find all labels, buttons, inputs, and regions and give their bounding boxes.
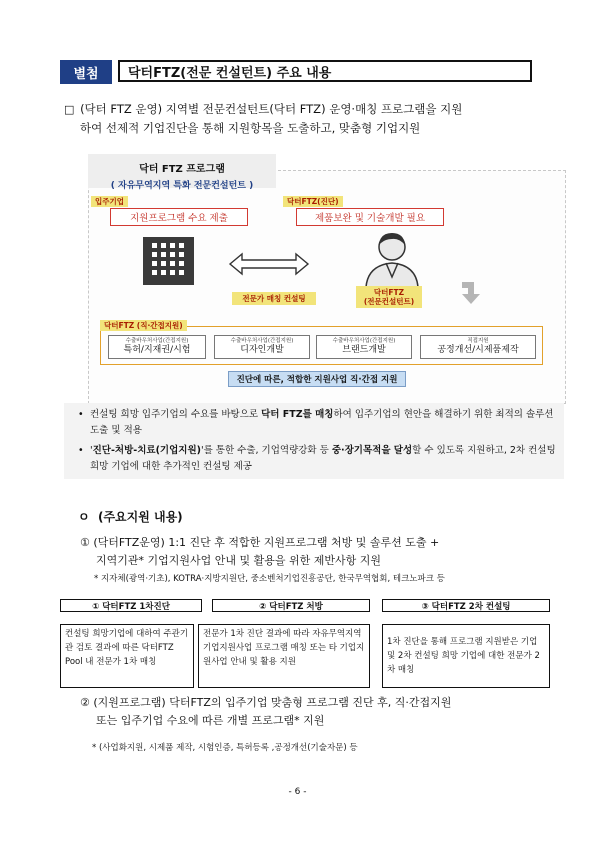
intro-line-1: (닥터 FTZ 운영) 지역별 전문컨설턴트(닥터 FTZ) 운영·매칭 프로그램을 지원: [80, 102, 463, 116]
matching-label: 전문가 매칭 컨설팅: [232, 292, 316, 305]
bullet-bold-text: 진단-처방-치료(기업지원): [92, 445, 201, 456]
support-item-2: [80, 694, 550, 730]
program-box: [420, 335, 536, 359]
item-line-2: 또는 입주기업 수요에 따른 개별 프로그램* 지원: [96, 714, 325, 727]
down-arrow-icon: [456, 278, 486, 306]
double-arrow-icon: [228, 252, 310, 276]
item-line-1: (닥터FTZ운영) 1:1 진단 후 적합한 지원프로그램 처방 및 솔루션 도출 +: [93, 536, 440, 549]
bullet-item: [78, 407, 558, 439]
footnote-1: * 지자체(광역·기초), KOTRA·지방지원단, 중소벤처기업진흥공단, 한국무역협회, 테크노파크 등: [94, 574, 445, 584]
table-cell: 컨설팅 희망기업에 대하여 주관기관 검토 결과에 따른 닥터FTZ Pool 내 전문가 1차 매칭: [60, 624, 194, 688]
program-name: 디자인개발: [240, 345, 284, 355]
bullet-item: [78, 443, 558, 475]
bullet-dot-icon: •: [78, 409, 84, 420]
item-line-2: 지역기관* 기업지원사업 안내 및 활용을 위한 제반사항 지원: [96, 554, 381, 567]
program-type: 수출바우처사업(간접지원): [125, 338, 189, 344]
bullet-text: 하여 입주기업의 현안을 해결하기 위한 최적의 솔루션 도출 및 적용: [90, 409, 554, 436]
table-header-second-consulting: ③ 닥터FTZ 2차 컨설팅: [382, 599, 550, 612]
bullet-text: 할 수 있도록 지원하고, 2차 컨설팅 희망 기업에 대한 추가적인 컨설팅 제공: [90, 445, 556, 472]
diagnosis-need-box: 제품보완 및 기술개발 필요: [296, 208, 444, 226]
diagnosis-tag: 닥터FTZ(진단): [283, 196, 343, 207]
annex-tag: 별첨: [60, 60, 112, 84]
bullet-summary: [64, 403, 564, 479]
page-number: - 6 -: [288, 787, 307, 797]
ftz-label-line-2: (전문컨설턴트): [363, 297, 415, 306]
bullet-text: ': [90, 445, 93, 456]
direct-indirect-support-label: 진단에 따른, 적합한 지원사업 직·간접 지원: [228, 371, 406, 387]
intro-paragraph: [64, 100, 544, 137]
circle-bullet-icon: ㅇ: [78, 510, 90, 524]
section-title: (주요지원 내용): [97, 510, 183, 524]
program-name: 특허/지재권/시험: [123, 345, 191, 355]
program-name: 브랜드개발: [342, 345, 386, 355]
company-need-box: 지원프로그램 수요 제출: [110, 208, 248, 226]
program-name: 공정개선/시제품제작: [437, 345, 519, 355]
bullet-text: '를 통한 수출, 기업역량강화 등: [200, 445, 332, 456]
square-bullet-icon: □: [64, 103, 75, 116]
item-line-1: (지원프로그램) 닥터FTZ의 입주기업 맞춤형 프로그램 진단 후, 직·간접지원: [93, 696, 452, 709]
item-number: ②: [80, 696, 90, 709]
bullet-bold-text: 중·장기목적을 달성: [331, 445, 413, 456]
ftz-label-line-1: 닥터FTZ: [373, 288, 405, 297]
section-heading: [78, 508, 183, 525]
doctor-ftz-label: [356, 286, 422, 308]
table-header-diagnosis: ① 닥터FTZ 1차진단: [60, 599, 202, 612]
bullet-dot-icon: •: [78, 445, 84, 456]
table-cell: 1차 진단을 통해 프로그램 지원받은 기업 및 2차 컨설팅 희망 기업에 대한 전문가 2차 매칭: [382, 624, 550, 688]
program-box: [214, 335, 310, 359]
bullet-bold-text: 닥터 FTZ를 매칭: [261, 409, 334, 420]
intro-line-2: 하여 선제적 기업진단을 통해 지원항목을 도출하고, 맞춤형 기업지원: [80, 121, 421, 135]
diagram-title: 닥터 FTZ 프로그램: [139, 164, 225, 175]
company-tag: 입주기업: [91, 196, 128, 207]
program-type: 수출바우처사업(간접지원): [230, 338, 294, 344]
program-type: 수출바우처사업(간접지원): [332, 338, 396, 344]
program-type: 직접지원: [467, 338, 489, 344]
support-tag: 닥터FTZ (직·간접지원): [100, 320, 187, 331]
diagram-subtitle: ( 자유무역지역 특화 전문컨설턴트 ): [110, 181, 254, 191]
table-header-prescription: ② 닥터FTZ 처방: [212, 599, 370, 612]
consultant-person-icon: [362, 227, 422, 289]
support-item-1: [80, 534, 550, 570]
bullet-text: 컨설팅 희망 입주기업의 수요를 바탕으로: [90, 409, 262, 420]
item-number: ①: [80, 536, 90, 549]
page-title: 닥터FTZ(전문 컨설턴트) 주요 내용: [118, 60, 532, 82]
table-cell: 전문가 1차 진단 결과에 따라 자유무역지역 기업지원사업 프로그램 매칭 또는 타 기업지원사업 안내 및 활용 지원: [198, 624, 370, 688]
program-box: [108, 335, 206, 359]
footnote-2: * (사업화지원, 시제품 제작, 시험인증, 특허등록 ,공정개선(기술자문) 등: [92, 743, 358, 753]
program-box: [316, 335, 412, 359]
building-icon: [143, 237, 194, 285]
